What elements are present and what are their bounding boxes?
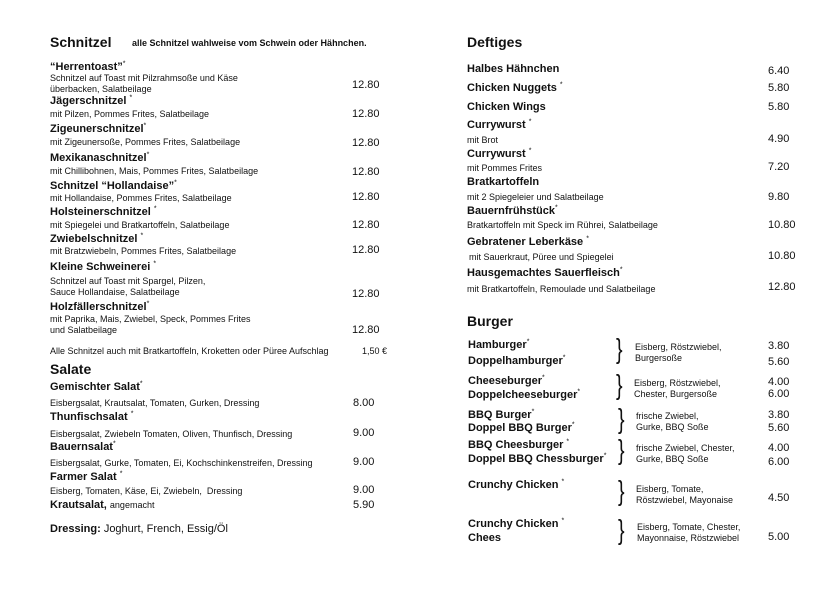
schnitzel-footnote: Alle Schnitzel auch mit Bratkartoffeln, Kroketten oder Püree Aufschlag [50,346,329,356]
salat-item-name: Bauernsalat* [50,440,116,453]
burger-group-desc: frische Zwiebel, Gurke, BBQ Soße [636,411,709,432]
brace-icon: } [618,403,625,434]
deftiges-item-price: 10.80 [768,250,796,262]
deftiges-item-name: Currywurst * [467,118,532,131]
schnitzel-item-name: Holsteinerschnitzel * [50,205,157,218]
deftiges-item-price: 9.80 [768,191,790,203]
deftiges-item-price: 6.40 [768,65,790,77]
burger-item-name: Crunchy Chicken * [468,478,565,491]
deftiges-item-price: 5.80 [768,101,790,113]
burger-group-desc: Eisberg, Tomate, Chester, Mayonnaise, Röstzwiebel [637,522,741,543]
burger-group-desc: Eisberg, Röstzwiebel, Burgersoße [635,342,722,363]
dressing-line: Dressing: Joghurt, French, Essig/Öl [50,523,228,535]
deftiges-item-price: 7.20 [768,161,790,173]
schnitzel-item-price: 12.80 [352,191,380,203]
brace-icon: } [616,369,623,400]
deftiges-item-desc: mit Bratkartoffeln, Remoulade und Salatbeilage [467,284,656,294]
deftiges-item-name: Halbes Hähnchen [467,63,560,75]
schnitzel-item-name: Kleine Schweinerei * [50,260,157,273]
schnitzel-item-desc: mit Bratzwiebeln, Pommes Frites, Salatbeilage [50,246,237,256]
schnitzel-item-price: 12.80 [352,137,380,149]
burger-group-desc: Eisberg, Röstzwiebel, Chester, Burgersoße [634,378,721,399]
deftiges-item-name: Bratkartoffeln [467,176,540,188]
schnitzel-item-name: “Herrentoast”* [50,60,126,73]
schnitzel-footnote-price: 1,50 € [362,346,388,356]
burger-title: Burger [467,313,513,329]
deftiges-item-price: 4.90 [768,133,790,145]
schnitzel-item-desc: mit Chillibohnen, Mais, Pommes Frites, Salatbeilage [50,166,259,176]
deftiges-title: Deftiges [467,34,523,50]
deftiges-item-name: Currywurst * [467,147,532,160]
burger-group-desc: frische Zwiebel, Chester, Gurke, BBQ Soße [636,443,735,464]
salat-item-desc: Eisberg, Tomaten, Käse, Ei, Zwiebeln, Dressing [50,486,243,496]
burger-item-price: 5.60 [768,422,790,434]
salat-item-price: 9.00 [353,456,375,468]
burger-item-price: 6.00 [768,456,790,468]
salat-item-desc: Eisbergsalat, Zwiebeln Tomaten, Oliven, Thunfisch, Dressing [50,429,293,439]
salat-item-price: 9.00 [353,427,375,439]
burger-item-name: Doppel BBQ Burger* [468,421,575,434]
deftiges-item-price: 12.80 [768,281,796,293]
brace-icon: } [618,514,625,545]
schnitzel-item-desc: mit Hollandaise, Pommes Frites, Salatbeilage [50,193,232,203]
burger-item-name: Chees [468,532,502,544]
schnitzel-item-desc: mit Spiegelei und Bratkartoffeln, Salatbeilage [50,220,230,230]
burger-item-price: 3.80 [768,340,790,352]
schnitzel-item-name: Jägerschnitzel * [50,94,133,107]
salate-title: Salate [50,361,92,377]
schnitzel-item-desc: mit Pilzen, Pommes Frites, Salatbeilage [50,109,210,119]
salat-item-price: 9.00 [353,484,375,496]
schnitzel-item-price: 12.80 [352,108,380,120]
salat-item-name: Krautsalat, angemacht [50,499,155,511]
burger-item-price: 5.00 [768,531,790,543]
schnitzel-item-desc: mit Zigeunersoße, Pommes Frites, Salatbeilage [50,137,241,147]
burger-item-name: Crunchy Chicken * [468,517,565,530]
schnitzel-title: Schnitzel [50,34,112,50]
burger-item-name: Doppel BBQ Chessburger* [468,452,607,465]
deftiges-item-name: Hausgemachtes Sauerfleisch* [467,266,623,279]
deftiges-item-name: Chicken Nuggets * [467,81,563,94]
salat-item-desc: Eisbergsalat, Krautsalat, Tomaten, Gurken, Dressing [50,398,260,408]
schnitzel-item-price: 12.80 [352,79,380,91]
deftiges-item-name: Bauernfrühstück* [467,204,558,217]
schnitzel-item-name: Zwiebelschnitzel * [50,232,144,245]
schnitzel-item-name: Holzfällerschnitzel* [50,300,150,313]
deftiges-item-desc: Bratkartoffeln mit Speck im Rührei, Salatbeilage [467,220,658,230]
deftiges-item-desc: mit Pommes Frites [467,163,543,173]
burger-item-price: 4.00 [768,376,790,388]
schnitzel-item-price: 12.80 [352,244,380,256]
burger-item-name: Hamburger* [468,338,530,351]
schnitzel-item-price: 12.80 [352,219,380,231]
burger-group-desc: Eisberg, Tomate, Röstzwiebel, Mayonaise [636,484,734,505]
salat-item-name: Farmer Salat * [50,470,123,483]
deftiges-item-desc: mit Brot [467,135,499,145]
burger-item-price: 4.00 [768,442,790,454]
schnitzel-note: alle Schnitzel wahlweise vom Schwein oder Hähnchen. [132,38,367,48]
burger-item-name: BBQ Cheesburger * [468,438,570,451]
brace-icon: } [616,333,623,364]
schnitzel-item-price: 12.80 [352,166,380,178]
burger-item-price: 3.80 [768,409,790,421]
burger-item-name: Cheeseburger* [468,374,545,387]
burger-item-price: 4.50 [768,492,790,504]
burger-item-name: Doppelhamburger* [468,354,566,367]
schnitzel-item-price: 12.80 [352,288,380,300]
brace-icon: } [618,434,625,465]
burger-item-price: 5.60 [768,356,790,368]
schnitzel-item-name: Mexikanaschnitzel* [50,151,150,164]
deftiges-item-name: Chicken Wings [467,101,546,113]
salat-item-desc: Eisbergsalat, Gurke, Tomaten, Ei, Kochschinkenstreifen, Dressing [50,458,313,468]
salat-item-name: Gemischter Salat* [50,380,143,393]
brace-icon: } [618,475,625,506]
deftiges-item-price: 5.80 [768,82,790,94]
salat-item-name: Thunfischsalat * [50,410,134,423]
burger-item-price: 6.00 [768,388,790,400]
burger-item-name: BBQ Burger* [468,408,535,421]
schnitzel-item-name: Zigeunerschnitzel* [50,122,147,135]
schnitzel-item-desc: mit Paprika, Mais, Zwiebel, Speck, Pommes Frites und Salatbeilage [50,314,251,335]
deftiges-item-price: 10.80 [768,219,796,231]
schnitzel-item-desc: Schnitzel auf Toast mit Pilzrahmsoße und Käse überbacken, Salatbeilage [50,73,238,94]
deftiges-item-name: Gebratener Leberkäse * [467,235,589,248]
burger-item-name: Doppelcheeseburger* [468,388,581,401]
deftiges-item-desc: mit 2 Spiegeleier und Salatbeilage [467,192,604,202]
schnitzel-item-price: 12.80 [352,324,380,336]
schnitzel-item-name: Schnitzel “Hollandaise”* [50,179,177,192]
salat-item-price: 8.00 [353,397,375,409]
schnitzel-item-desc: Schnitzel auf Toast mit Spargel, Pilzen, Sauce Hollandaise, Salatbeilage [50,276,206,297]
salat-item-price: 5.90 [353,499,375,511]
deftiges-item-desc: mit Sauerkraut, Püree und Spiegelei [469,252,614,262]
